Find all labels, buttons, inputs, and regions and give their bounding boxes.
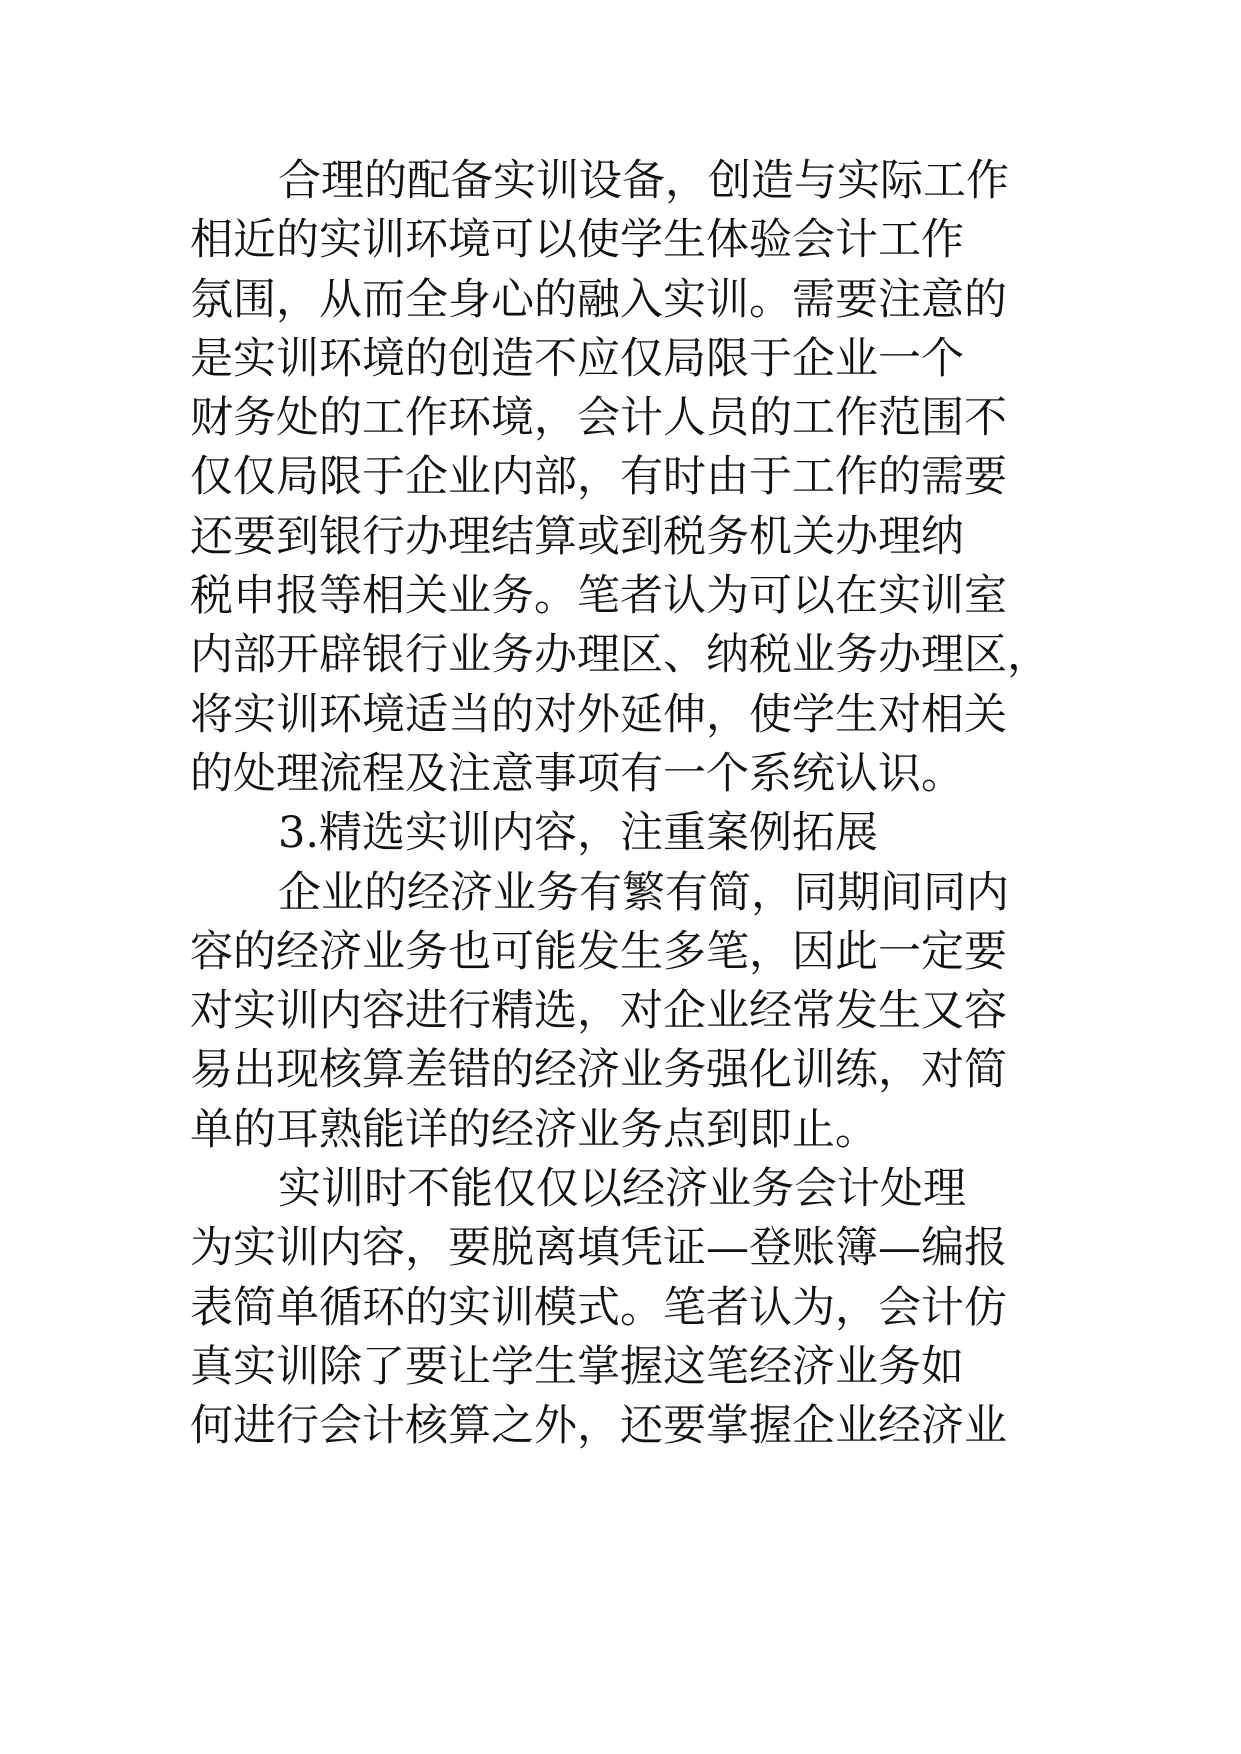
text-line: 仅仅局限于企业内部，有时由于工作的需要 — [190, 452, 1007, 503]
text-line: 表简单循环的实训模式。笔者认为，会计仿 — [190, 1282, 1007, 1333]
text-line: 为实训内容，要脱离填凭证—登账簿—编报 — [190, 1223, 1007, 1274]
text-line: 真实训除了要让学生掌握这笔经济业务如 — [190, 1341, 964, 1392]
text-line: 内部开辟银行业务办理区、纳税业务办理区， — [190, 630, 1050, 681]
body-text — [190, 152, 1070, 1457]
text-line: 易出现核算差错的经济业务强化训练，对简 — [190, 1045, 1007, 1096]
text-line: 对实训内容进行精选，对企业经常发生又容 — [190, 986, 1007, 1037]
text-line: 合理的配备实训设备，创造与实际工作 — [278, 156, 1009, 206]
text-line: 还要到银行办理结算或到税务机关办理纳 — [190, 511, 964, 562]
text-line: 实训时不能仅仅以经济业务会计处理 — [278, 1164, 966, 1215]
text-line: 税申报等相关业务。笔者认为可以在实训室 — [190, 571, 1007, 622]
text-line: 氛围，从而全身心的融入实训。需要注意的 — [190, 274, 1007, 325]
text-line: 是实训环境的创造不应仅局限于企业一个 — [190, 333, 964, 384]
text-line: 的处理流程及注意事项有一个系统认识。 — [190, 748, 964, 799]
text-line: 将实训环境适当的对外延伸，使学生对相关 — [190, 689, 1007, 740]
text-line: 单的耳熟能详的经济业务点到即止。 — [190, 1104, 878, 1155]
text-line: 财务处的工作环境，会计人员的工作范围不 — [190, 393, 1007, 444]
text-line: 相近的实训环境可以使学生体验会计工作 — [190, 215, 964, 266]
text-line: 容的经济业务也可能发生多笔，因此一定要 — [190, 926, 1007, 977]
text-line: 3.精选实训内容，注重案例拓展 — [278, 808, 879, 859]
text-line: 何进行会计核算之外，还要掌握企业经济业 — [190, 1401, 1007, 1452]
text-line: 企业的经济业务有繁有简，同期间同内 — [278, 867, 1009, 918]
